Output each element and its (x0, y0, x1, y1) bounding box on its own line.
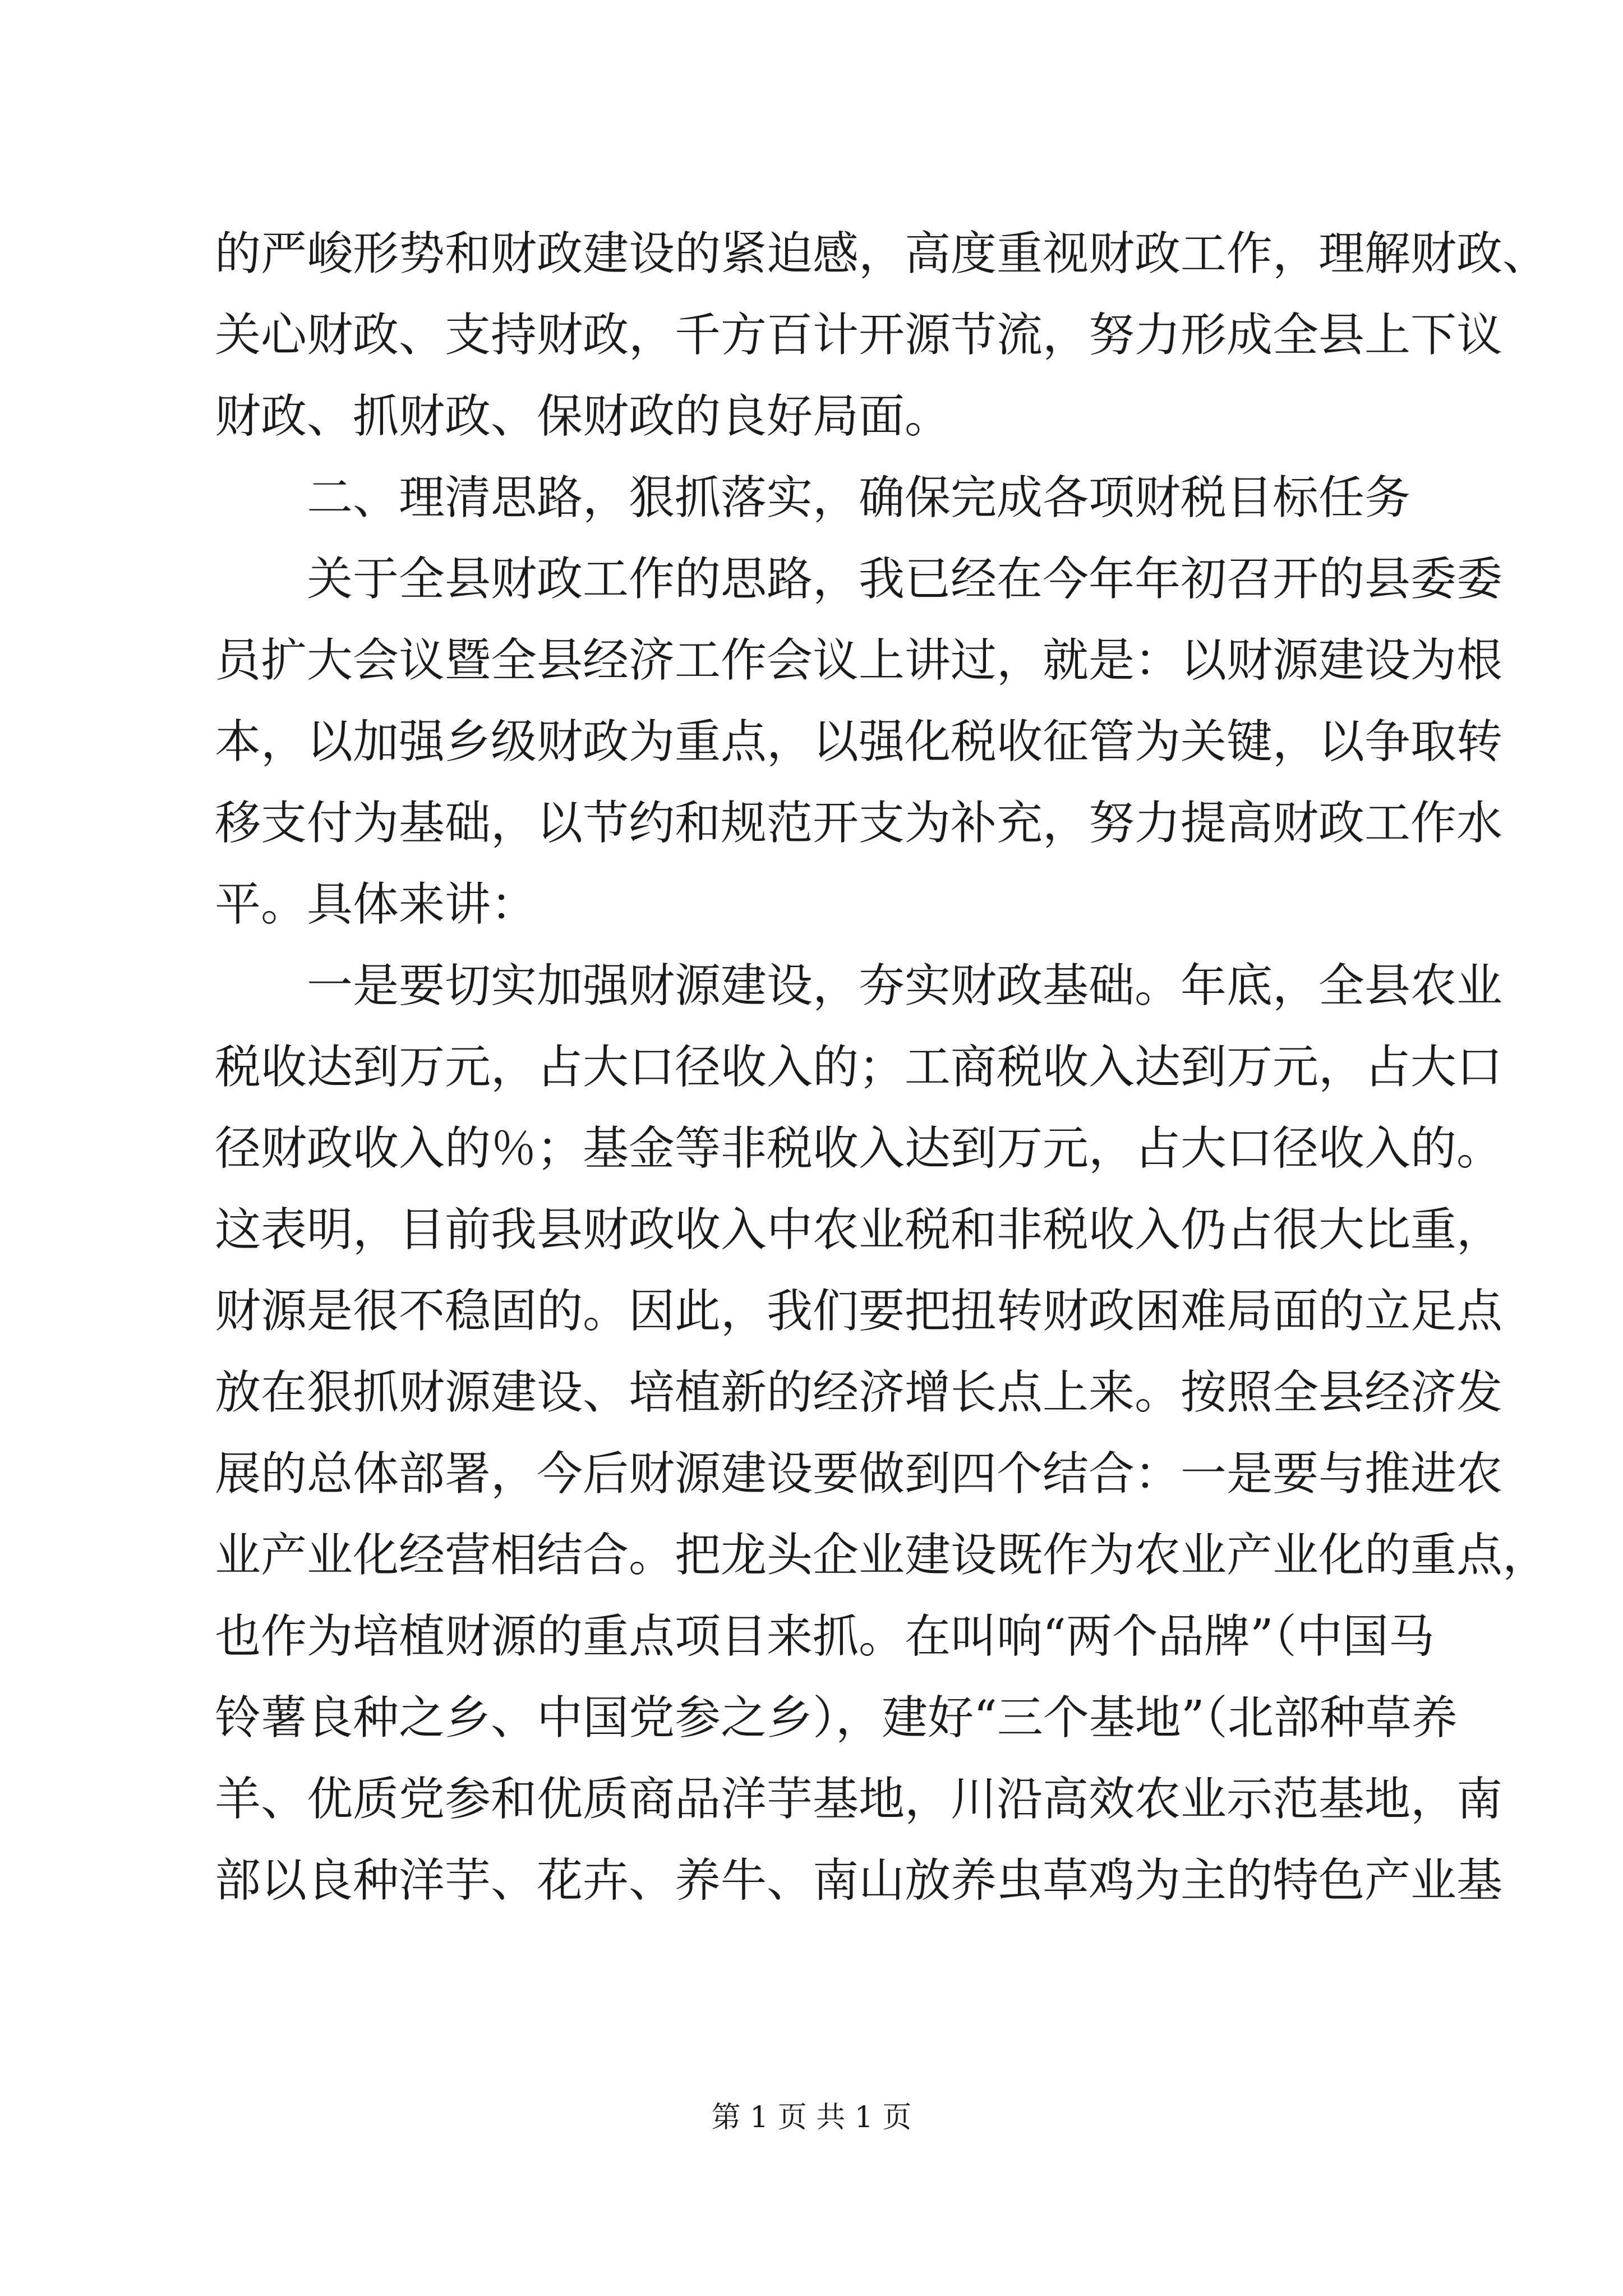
text-line: 羊、优质党参和优质商品洋芋基地，川沿高效农业示范基地，南 (215, 1773, 1503, 1826)
text-line: 本，以加强乡级财政为重点，以强化税收征管为关键，以争取转 (215, 715, 1503, 769)
text-line: 放在狠抓财源建设、培植新的经济增长点上来。按照全县经济发 (215, 1366, 1503, 1419)
page-footer: 第 1 页 共 1 页 (711, 2101, 912, 2134)
text-line: 业产业化经营相结合。把龙头企业建设既作为农业产业化的重点， (215, 1529, 1549, 1582)
text-line: 移支付为基础，以节约和规范开支为补充，努力提高财政工作水 (215, 797, 1503, 850)
text-line: 税收达到万元，占大口径收入的；工商税收入达到万元，占大口 (215, 1041, 1503, 1094)
text-line: 员扩大会议暨全县经济工作会议上讲过，就是：以财源建设为根 (215, 634, 1503, 687)
text-line: 的严峻形势和财政建设的紧迫感，高度重视财政工作，理解财政、 (215, 227, 1549, 280)
text-line: 这表明，目前我县财政收入中农业税和非税收入仍占很大比重， (215, 1203, 1503, 1257)
text-line: 铃薯良种之乡、中国党参之乡），建好“三个基地”（北部种草养 (215, 1691, 1458, 1745)
text-line: 平。具体来讲： (215, 878, 537, 931)
section-heading: 二、理清思路，狠抓落实，确保完成各项财税目标任务 (307, 471, 1411, 524)
text-line: 展的总体部署，今后财源建设要做到四个结合：一是要与推进农 (215, 1447, 1503, 1501)
text-line: 径财政收入的％；基金等非税收入达到万元，占大口径收入的。 (215, 1122, 1503, 1175)
text-line: 也作为培植财源的重点项目来抓。在叫响“两个品牌”（中国马 (215, 1610, 1435, 1663)
text-line: 关于全县财政工作的思路，我已经在今年年初召开的县委委 (307, 553, 1503, 606)
text-line: 一是要切实加强财源建设，夯实财政基础。年底，全县农业 (307, 959, 1503, 1013)
text-line: 部以良种洋芋、花卉、养牛、南山放养虫草鸡为主的特色产业基 (215, 1854, 1503, 1907)
text-line: 关心财政、支持财政，千方百计开源节流，努力形成全县上下议 (215, 309, 1503, 362)
text-line: 财源是很不稳固的。因此，我们要把扭转财政困难局面的立足点 (215, 1285, 1503, 1338)
text-line: 财政、抓财政、保财政的良好局面。 (215, 390, 951, 443)
body-text (215, 213, 1549, 1921)
